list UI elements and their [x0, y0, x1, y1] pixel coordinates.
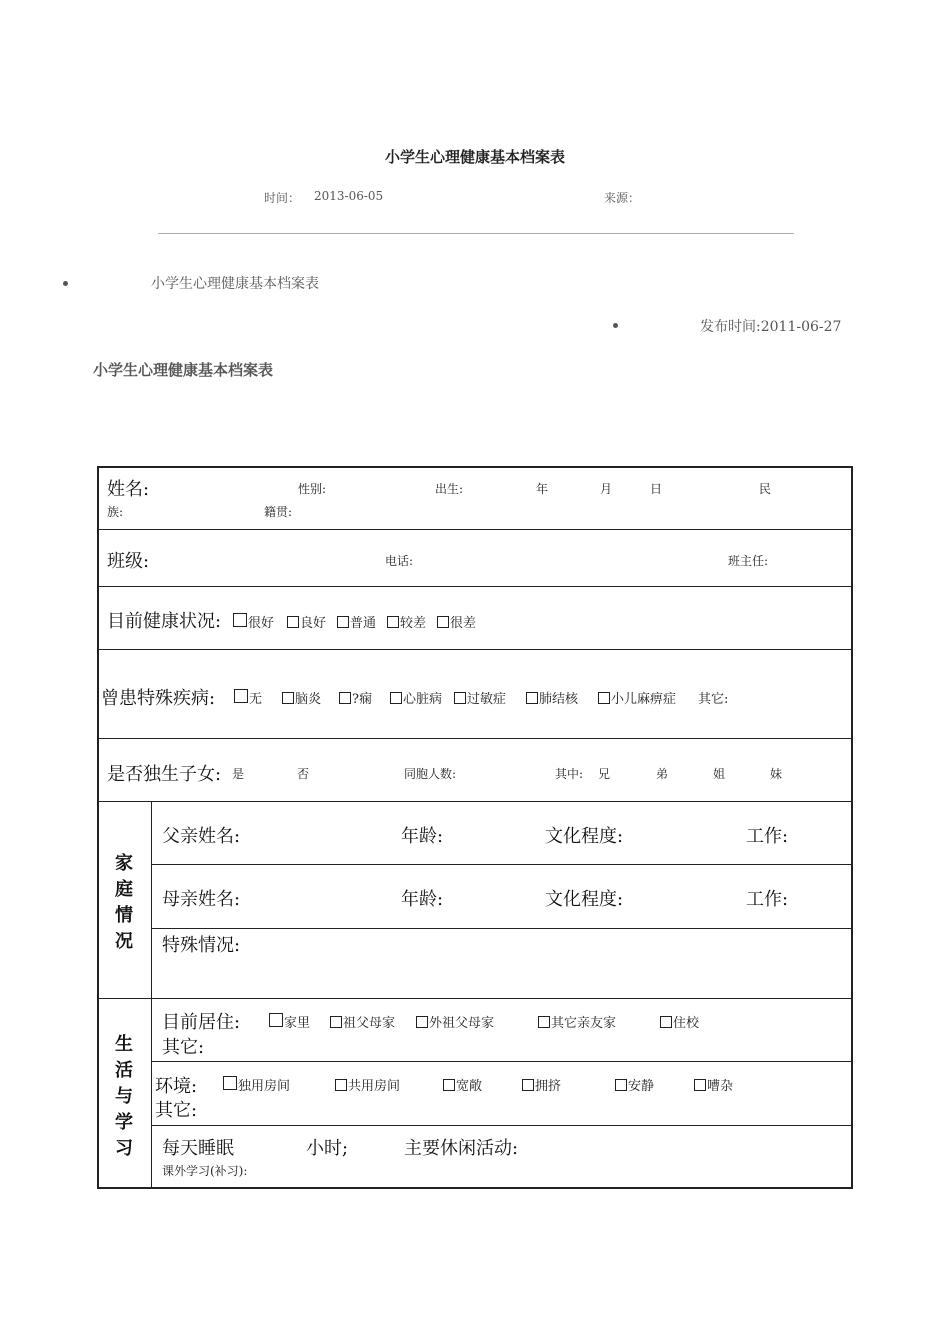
row-divider [152, 1125, 853, 1126]
younger-sister-label: 妹 [770, 767, 783, 781]
residence-option-home[interactable]: 家里 [269, 1012, 310, 1031]
ethnic-label-start: 民 [759, 482, 772, 496]
checkbox-icon[interactable] [387, 616, 399, 628]
only-child-yes: 是 [232, 767, 245, 781]
older-brother-label: 兄 [598, 767, 611, 781]
environment-option-own-room[interactable]: 独用房间 [223, 1075, 290, 1094]
mother-name-label: 母亲姓名: [162, 889, 241, 910]
health-option-poor[interactable]: 较差 [387, 612, 426, 631]
name-label: 姓名: [107, 479, 150, 500]
checkbox-icon[interactable] [233, 613, 247, 627]
daily-sleep-label: 每天睡眠 [162, 1138, 234, 1159]
checkbox-icon[interactable] [538, 1016, 550, 1028]
disease-option-encephalitis[interactable]: 脑炎 [282, 688, 321, 707]
head-teacher-label: 班主任: [728, 554, 769, 568]
checkbox-icon[interactable] [598, 692, 610, 704]
page-title: 小学生心理健康基本档案表 [384, 148, 565, 166]
checkbox-icon[interactable] [282, 692, 294, 704]
time-value: 2013-06-05 [314, 189, 384, 203]
disease-option-epilepsy[interactable]: ?痫 [339, 688, 372, 707]
checkbox-icon[interactable] [694, 1079, 706, 1091]
row-divider [97, 586, 853, 587]
row-divider [152, 1061, 853, 1062]
disease-option-polio[interactable]: 小儿麻痹症 [598, 688, 676, 707]
month-label: 月 [600, 482, 613, 496]
disease-option-heart[interactable]: 心脏病 [390, 688, 442, 707]
gender-label: 性别: [298, 482, 327, 496]
checkbox-icon[interactable] [526, 692, 538, 704]
checkbox-icon[interactable] [335, 1079, 347, 1091]
day-label: 日 [650, 482, 663, 496]
siblings-count-label: 同胞人数: [404, 767, 457, 781]
phone-label: 电话: [385, 554, 414, 568]
class-label: 班级: [107, 551, 150, 572]
checkbox-icon[interactable] [615, 1079, 627, 1091]
bullet-dot [63, 281, 68, 286]
article-title-link[interactable]: 小学生心理健康基本档案表 [151, 276, 319, 292]
among-label: 其中: [555, 767, 584, 781]
row-divider [97, 738, 853, 739]
checkbox-icon[interactable] [454, 692, 466, 704]
row-divider [152, 864, 853, 865]
checkbox-icon[interactable] [660, 1016, 672, 1028]
family-section-label: 家 庭 情 况 [115, 853, 133, 952]
checkbox-icon[interactable] [416, 1016, 428, 1028]
residence-option-maternal-grandparents[interactable]: 外祖父母家 [416, 1012, 494, 1031]
year-label: 年 [536, 482, 549, 496]
disease-other-label: 其它: [698, 692, 729, 707]
health-option-excellent[interactable]: 很好 [233, 612, 274, 631]
row-divider [152, 928, 853, 929]
column-divider [151, 801, 152, 1189]
disease-history-label: 曾患特殊疾病: [101, 688, 216, 709]
older-sister-label: 姐 [713, 767, 726, 781]
row-divider [97, 649, 853, 650]
checkbox-icon[interactable] [234, 689, 248, 703]
environment-option-shared-room[interactable]: 共用房间 [335, 1075, 400, 1094]
younger-brother-label: 弟 [656, 767, 669, 781]
environment-option-noisy[interactable]: 嘈杂 [694, 1075, 733, 1094]
mother-education-label: 文化程度: [545, 889, 624, 910]
environment-label: 环境: [155, 1076, 198, 1097]
environment-option-quiet[interactable]: 安静 [615, 1075, 654, 1094]
environment-option-crowded[interactable]: 拥挤 [522, 1075, 561, 1094]
tutoring-label: 课外学习(补习): [162, 1164, 248, 1178]
mother-age-label: 年龄: [401, 889, 444, 910]
publish-date: 发布时间:2011-06-27 [700, 319, 842, 335]
father-name-label: 父亲姓名: [162, 826, 241, 847]
health-status-label: 目前健康状况: [107, 611, 222, 632]
divider [158, 233, 794, 234]
checkbox-icon[interactable] [223, 1076, 237, 1090]
environment-other-label: 其它: [155, 1100, 198, 1121]
row-divider [97, 998, 853, 999]
only-child-label: 是否独生子女: [107, 764, 222, 785]
checkbox-icon[interactable] [337, 616, 349, 628]
hours-label: 小时; [306, 1138, 349, 1159]
leisure-activities-label: 主要休闲活动: [404, 1138, 519, 1159]
disease-option-none[interactable]: 无 [234, 688, 262, 707]
disease-option-allergy[interactable]: 过敏症 [454, 688, 506, 707]
father-education-label: 文化程度: [545, 826, 624, 847]
only-child-no: 否 [297, 767, 310, 781]
life-study-section-label: 生 活 与 学 习 [115, 1034, 133, 1159]
checkbox-icon[interactable] [339, 692, 351, 704]
residence-label: 目前居住: [162, 1012, 241, 1033]
residence-option-paternal-grandparents[interactable]: 祖父母家 [330, 1012, 395, 1031]
mother-work-label: 工作: [746, 889, 789, 910]
checkbox-icon[interactable] [269, 1013, 283, 1027]
birth-label: 出生: [435, 482, 464, 496]
residence-option-boarding[interactable]: 住校 [660, 1012, 699, 1031]
checkbox-icon[interactable] [287, 616, 299, 628]
environment-option-spacious[interactable]: 宽敞 [443, 1075, 482, 1094]
father-work-label: 工作: [746, 826, 789, 847]
special-situation-label: 特殊情况: [162, 935, 241, 956]
checkbox-icon[interactable] [390, 692, 402, 704]
residence-other-label: 其它: [162, 1037, 205, 1058]
bullet-dot [613, 323, 618, 328]
disease-option-tuberculosis[interactable]: 肺结核 [526, 688, 578, 707]
checkbox-icon[interactable] [437, 616, 449, 628]
row-divider [97, 529, 853, 530]
checkbox-icon[interactable] [330, 1016, 342, 1028]
row-divider [97, 801, 853, 802]
source-label: 来源： [604, 191, 641, 205]
checkbox-icon[interactable] [522, 1079, 534, 1091]
residence-option-relatives[interactable]: 其它亲友家 [538, 1012, 616, 1031]
health-option-very-poor[interactable]: 很差 [437, 612, 476, 631]
checkbox-icon[interactable] [443, 1079, 455, 1091]
native-place-label: 籍贯: [264, 505, 293, 519]
father-age-label: 年龄: [401, 826, 444, 847]
health-option-good[interactable]: 良好 [287, 612, 326, 631]
health-option-normal[interactable]: 普通 [337, 612, 376, 631]
time-label: 时间： [264, 191, 301, 205]
ethnic-label-end: 族: [107, 505, 124, 519]
article-heading: 小学生心理健康基本档案表 [93, 361, 274, 379]
